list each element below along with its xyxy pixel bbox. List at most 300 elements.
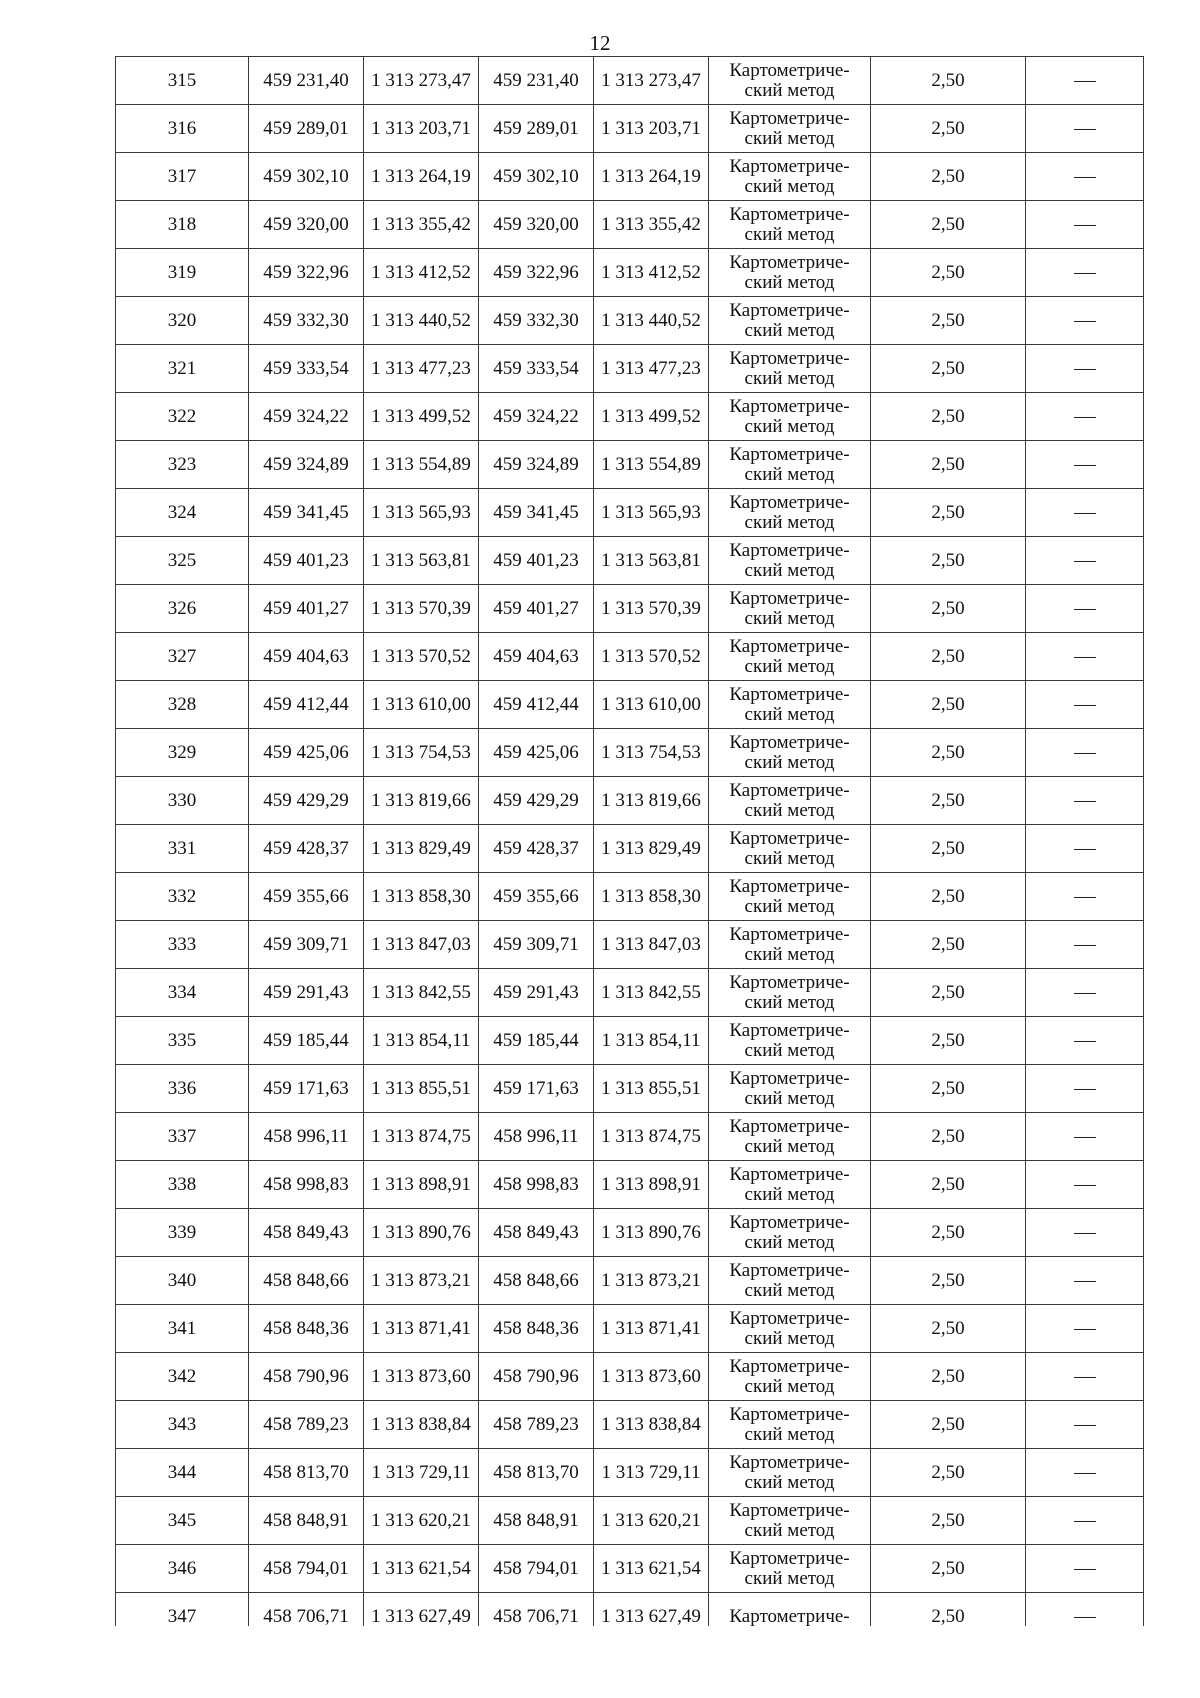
point-number-cell: 336: [116, 1065, 249, 1113]
accuracy-cell: 2,50: [871, 297, 1026, 345]
method-cell: [709, 729, 871, 777]
y-existing-cell: 1 313 565,93: [364, 489, 479, 537]
method-line-1: Картометриче-: [729, 347, 850, 369]
point-number-cell: 338: [116, 1161, 249, 1209]
dash-mark: [1074, 993, 1096, 994]
x-new-cell: 459 332,30: [479, 297, 594, 345]
note-cell: [1026, 345, 1144, 393]
accuracy-cell: 2,50: [871, 249, 1026, 297]
note-cell: [1026, 153, 1144, 201]
point-number-cell: 347: [116, 1593, 249, 1627]
table-row: [116, 921, 1144, 969]
x-existing-cell: 459 171,63: [249, 1065, 364, 1113]
accuracy-cell: 2,50: [871, 441, 1026, 489]
y-existing-cell: 1 313 842,55: [364, 969, 479, 1017]
dash-mark: [1074, 657, 1096, 658]
table-row: [116, 585, 1144, 633]
method-line-2: ский метод: [744, 991, 835, 1013]
point-number-cell: 317: [116, 153, 249, 201]
method-line-1: Картометриче-: [729, 1067, 850, 1089]
x-new-cell: 458 998,83: [479, 1161, 594, 1209]
y-existing-cell: 1 313 874,75: [364, 1113, 479, 1161]
method-line-2: ский метод: [744, 463, 835, 485]
y-new-cell: 1 313 203,71: [594, 105, 709, 153]
y-new-cell: 1 313 627,49: [594, 1593, 709, 1627]
dash-mark: [1074, 1185, 1096, 1186]
dash-mark: [1074, 1473, 1096, 1474]
dash-mark: [1074, 465, 1096, 466]
x-new-cell: 459 289,01: [479, 105, 594, 153]
y-existing-cell: 1 313 355,42: [364, 201, 479, 249]
method-cell: [709, 1449, 871, 1497]
method-line-2: ский метод: [744, 319, 835, 341]
method-line-2: ский метод: [744, 943, 835, 965]
table-row: [116, 1209, 1144, 1257]
dash-mark: [1074, 1377, 1096, 1378]
point-number-cell: 325: [116, 537, 249, 585]
note-cell: [1026, 201, 1144, 249]
method-line-2: ский метод: [744, 1279, 835, 1301]
method-line-2: ский метод: [744, 559, 835, 581]
point-number-cell: 335: [116, 1017, 249, 1065]
y-new-cell: 1 313 554,89: [594, 441, 709, 489]
accuracy-cell: 2,50: [871, 1497, 1026, 1545]
x-existing-cell: 459 429,29: [249, 777, 364, 825]
method-line-1: Картометриче-: [729, 155, 850, 177]
y-existing-cell: 1 313 610,00: [364, 681, 479, 729]
x-existing-cell: 459 428,37: [249, 825, 364, 873]
y-existing-cell: 1 313 563,81: [364, 537, 479, 585]
method-line-1: Картометриче-: [729, 1403, 850, 1425]
y-new-cell: 1 313 620,21: [594, 1497, 709, 1545]
x-existing-cell: 459 404,63: [249, 633, 364, 681]
method-cell: [709, 57, 871, 105]
method-cell: [709, 825, 871, 873]
x-new-cell: 458 848,66: [479, 1257, 594, 1305]
method-cell: [709, 537, 871, 585]
note-cell: [1026, 297, 1144, 345]
dash-mark: [1074, 609, 1096, 610]
accuracy-cell: 2,50: [871, 1065, 1026, 1113]
x-new-cell: 459 401,23: [479, 537, 594, 585]
method-cell: [709, 1257, 871, 1305]
method-line-1: Картометриче-: [729, 875, 850, 897]
y-new-cell: 1 313 874,75: [594, 1113, 709, 1161]
method-cell: [709, 297, 871, 345]
x-new-cell: 458 813,70: [479, 1449, 594, 1497]
point-number-cell: 329: [116, 729, 249, 777]
method-cell: [709, 969, 871, 1017]
point-number-cell: 330: [116, 777, 249, 825]
y-existing-cell: 1 313 412,52: [364, 249, 479, 297]
accuracy-cell: 2,50: [871, 1161, 1026, 1209]
note-cell: [1026, 1209, 1144, 1257]
note-cell: [1026, 729, 1144, 777]
point-number-cell: 326: [116, 585, 249, 633]
y-existing-cell: 1 313 855,51: [364, 1065, 479, 1113]
table-row: [116, 393, 1144, 441]
method-line-2: ский метод: [744, 175, 835, 197]
x-new-cell: 459 355,66: [479, 873, 594, 921]
y-existing-cell: 1 313 754,53: [364, 729, 479, 777]
point-number-cell: 345: [116, 1497, 249, 1545]
dash-mark: [1074, 801, 1096, 802]
dash-mark: [1074, 81, 1096, 82]
point-number-cell: 343: [116, 1401, 249, 1449]
method-cell: [709, 1161, 871, 1209]
accuracy-cell: 2,50: [871, 393, 1026, 441]
accuracy-cell: 2,50: [871, 585, 1026, 633]
method-cell: [709, 153, 871, 201]
x-new-cell: 459 171,63: [479, 1065, 594, 1113]
accuracy-cell: 2,50: [871, 1593, 1026, 1627]
method-line-1: Картометриче-: [729, 59, 850, 81]
table-row: [116, 1113, 1144, 1161]
y-new-cell: 1 313 621,54: [594, 1545, 709, 1593]
accuracy-cell: 2,50: [871, 57, 1026, 105]
accuracy-cell: 2,50: [871, 1305, 1026, 1353]
method-line-1: Картометриче-: [729, 1163, 850, 1185]
method-cell: [709, 1353, 871, 1401]
y-existing-cell: 1 313 898,91: [364, 1161, 479, 1209]
y-new-cell: 1 313 440,52: [594, 297, 709, 345]
point-number-cell: 316: [116, 105, 249, 153]
accuracy-cell: 2,50: [871, 825, 1026, 873]
table-row: [116, 1449, 1144, 1497]
table-row: [116, 681, 1144, 729]
x-existing-cell: 459 309,71: [249, 921, 364, 969]
x-new-cell: 458 794,01: [479, 1545, 594, 1593]
method-cell: [709, 1209, 871, 1257]
x-new-cell: 459 428,37: [479, 825, 594, 873]
method-line-1: Картометриче-: [729, 491, 850, 513]
method-line-1: Картометриче-: [729, 1019, 850, 1041]
table-row: [116, 1017, 1144, 1065]
x-existing-cell: 459 322,96: [249, 249, 364, 297]
method-line-1: Картометриче-: [729, 1307, 850, 1329]
accuracy-cell: 2,50: [871, 489, 1026, 537]
note-cell: [1026, 633, 1144, 681]
table-row: [116, 777, 1144, 825]
y-existing-cell: 1 313 858,30: [364, 873, 479, 921]
table-row: [116, 873, 1144, 921]
dash-mark: [1074, 1233, 1096, 1234]
note-cell: [1026, 873, 1144, 921]
method-line-1: Картометриче-: [729, 1547, 850, 1569]
y-new-cell: 1 313 819,66: [594, 777, 709, 825]
dash-mark: [1074, 1569, 1096, 1570]
x-new-cell: 459 324,22: [479, 393, 594, 441]
y-existing-cell: 1 313 554,89: [364, 441, 479, 489]
method-line-2: ский метод: [744, 1231, 835, 1253]
dash-mark: [1074, 273, 1096, 274]
method-line-2: ский метод: [744, 1135, 835, 1157]
note-cell: [1026, 489, 1144, 537]
point-number-cell: 344: [116, 1449, 249, 1497]
table-row: [116, 633, 1144, 681]
y-existing-cell: 1 313 620,21: [364, 1497, 479, 1545]
x-new-cell: 459 320,00: [479, 201, 594, 249]
y-new-cell: 1 313 858,30: [594, 873, 709, 921]
note-cell: [1026, 1161, 1144, 1209]
y-existing-cell: 1 313 440,52: [364, 297, 479, 345]
x-new-cell: 458 790,96: [479, 1353, 594, 1401]
point-number-cell: 322: [116, 393, 249, 441]
y-existing-cell: 1 313 273,47: [364, 57, 479, 105]
accuracy-cell: 2,50: [871, 921, 1026, 969]
table-row: [116, 537, 1144, 585]
x-existing-cell: 459 333,54: [249, 345, 364, 393]
note-cell: [1026, 1593, 1144, 1627]
dash-mark: [1074, 1281, 1096, 1282]
y-new-cell: 1 313 873,60: [594, 1353, 709, 1401]
method-line-1: Картометриче-: [729, 779, 850, 801]
point-number-cell: 342: [116, 1353, 249, 1401]
accuracy-cell: 2,50: [871, 1113, 1026, 1161]
accuracy-cell: 2,50: [871, 105, 1026, 153]
x-new-cell: 459 185,44: [479, 1017, 594, 1065]
note-cell: [1026, 105, 1144, 153]
accuracy-cell: 2,50: [871, 777, 1026, 825]
note-cell: [1026, 393, 1144, 441]
method-line-1: Картометриче-: [729, 107, 850, 129]
point-number-cell: 337: [116, 1113, 249, 1161]
method-line-1: Картометриче-: [729, 1259, 850, 1281]
method-cell: [709, 1593, 871, 1627]
note-cell: [1026, 969, 1144, 1017]
point-number-cell: 346: [116, 1545, 249, 1593]
point-number-cell: 327: [116, 633, 249, 681]
table-row: [116, 729, 1144, 777]
method-line-2: ский метод: [744, 1471, 835, 1493]
note-cell: [1026, 1545, 1144, 1593]
note-cell: [1026, 1353, 1144, 1401]
method-line-1: Картометриче-: [729, 1211, 850, 1233]
accuracy-cell: 2,50: [871, 633, 1026, 681]
method-line-1: Картометриче-: [729, 539, 850, 561]
method-line-2: ский метод: [744, 1039, 835, 1061]
x-new-cell: 459 425,06: [479, 729, 594, 777]
method-line-1: Картометриче-: [729, 251, 850, 273]
table-row: [116, 57, 1144, 105]
dash-mark: [1074, 369, 1096, 370]
x-new-cell: 458 706,71: [479, 1593, 594, 1627]
table-row: [116, 1545, 1144, 1593]
note-cell: [1026, 1401, 1144, 1449]
accuracy-cell: 2,50: [871, 1401, 1026, 1449]
table-row: [116, 441, 1144, 489]
y-new-cell: 1 313 898,91: [594, 1161, 709, 1209]
note-cell: [1026, 1065, 1144, 1113]
method-line-2: ский метод: [744, 271, 835, 293]
table-body: [116, 57, 1144, 1627]
note-cell: [1026, 1113, 1144, 1161]
accuracy-cell: 2,50: [871, 345, 1026, 393]
note-cell: [1026, 537, 1144, 585]
y-new-cell: 1 313 412,52: [594, 249, 709, 297]
x-existing-cell: 458 790,96: [249, 1353, 364, 1401]
accuracy-cell: 2,50: [871, 681, 1026, 729]
x-existing-cell: 459 231,40: [249, 57, 364, 105]
y-existing-cell: 1 313 871,41: [364, 1305, 479, 1353]
y-new-cell: 1 313 890,76: [594, 1209, 709, 1257]
point-number-cell: 324: [116, 489, 249, 537]
y-new-cell: 1 313 729,11: [594, 1449, 709, 1497]
x-new-cell: 458 848,36: [479, 1305, 594, 1353]
note-cell: [1026, 1257, 1144, 1305]
note-cell: [1026, 1449, 1144, 1497]
method-line-2: ский метод: [744, 1087, 835, 1109]
point-number-cell: 318: [116, 201, 249, 249]
dash-mark: [1074, 849, 1096, 850]
y-existing-cell: 1 313 621,54: [364, 1545, 479, 1593]
y-new-cell: 1 313 355,42: [594, 201, 709, 249]
method-line-1: Картометриче-: [729, 1605, 850, 1626]
dash-mark: [1074, 1425, 1096, 1426]
method-cell: [709, 441, 871, 489]
method-cell: [709, 585, 871, 633]
y-existing-cell: 1 313 838,84: [364, 1401, 479, 1449]
accuracy-cell: 2,50: [871, 1209, 1026, 1257]
table-row: [116, 297, 1144, 345]
method-line-2: ский метод: [744, 1183, 835, 1205]
accuracy-cell: 2,50: [871, 729, 1026, 777]
x-new-cell: 459 302,10: [479, 153, 594, 201]
y-existing-cell: 1 313 264,19: [364, 153, 479, 201]
method-cell: [709, 777, 871, 825]
table-row: [116, 1401, 1144, 1449]
method-cell: [709, 873, 871, 921]
y-new-cell: 1 313 829,49: [594, 825, 709, 873]
point-number-cell: 333: [116, 921, 249, 969]
dash-mark: [1074, 945, 1096, 946]
y-existing-cell: 1 313 477,23: [364, 345, 479, 393]
method-line-1: Картометриче-: [729, 827, 850, 849]
table-row: [116, 1257, 1144, 1305]
dash-mark: [1074, 705, 1096, 706]
x-existing-cell: 459 341,45: [249, 489, 364, 537]
table-row: [116, 1593, 1144, 1627]
x-new-cell: 459 231,40: [479, 57, 594, 105]
method-line-2: ский метод: [744, 415, 835, 437]
accuracy-cell: 2,50: [871, 201, 1026, 249]
y-new-cell: 1 313 610,00: [594, 681, 709, 729]
method-line-2: ский метод: [744, 751, 835, 773]
y-new-cell: 1 313 477,23: [594, 345, 709, 393]
y-new-cell: 1 313 855,51: [594, 1065, 709, 1113]
note-cell: [1026, 681, 1144, 729]
dash-mark: [1074, 1137, 1096, 1138]
x-existing-cell: 459 320,00: [249, 201, 364, 249]
method-line-2: ский метод: [744, 847, 835, 869]
method-line-2: ский метод: [744, 655, 835, 677]
method-line-2: ский метод: [744, 79, 835, 101]
method-line-1: Картометриче-: [729, 683, 850, 705]
table-row: [116, 1305, 1144, 1353]
y-new-cell: 1 313 838,84: [594, 1401, 709, 1449]
accuracy-cell: 2,50: [871, 1017, 1026, 1065]
method-line-2: ский метод: [744, 1327, 835, 1349]
x-existing-cell: 458 998,83: [249, 1161, 364, 1209]
method-line-2: ский метод: [744, 799, 835, 821]
note-cell: [1026, 441, 1144, 489]
point-number-cell: 321: [116, 345, 249, 393]
x-existing-cell: 458 849,43: [249, 1209, 364, 1257]
x-existing-cell: 458 813,70: [249, 1449, 364, 1497]
method-line-1: Картометриче-: [729, 1355, 850, 1377]
y-new-cell: 1 313 847,03: [594, 921, 709, 969]
method-line-2: ский метод: [744, 703, 835, 725]
y-new-cell: 1 313 264,19: [594, 153, 709, 201]
x-existing-cell: 459 401,27: [249, 585, 364, 633]
coordinates-table-container: [115, 56, 1145, 1626]
x-existing-cell: 459 289,01: [249, 105, 364, 153]
accuracy-cell: 2,50: [871, 873, 1026, 921]
y-existing-cell: 1 313 203,71: [364, 105, 479, 153]
accuracy-cell: 2,50: [871, 1545, 1026, 1593]
x-existing-cell: 458 848,66: [249, 1257, 364, 1305]
dash-mark: [1074, 1617, 1096, 1618]
table-row: [116, 1353, 1144, 1401]
note-cell: [1026, 1017, 1144, 1065]
note-cell: [1026, 1497, 1144, 1545]
method-line-1: Картометриче-: [729, 1499, 850, 1521]
method-line-1: Картометриче-: [729, 443, 850, 465]
x-existing-cell: 458 706,71: [249, 1593, 364, 1627]
table-row: [116, 825, 1144, 873]
method-cell: [709, 1401, 871, 1449]
method-line-1: Картометриче-: [729, 395, 850, 417]
dash-mark: [1074, 753, 1096, 754]
x-existing-cell: 458 848,91: [249, 1497, 364, 1545]
method-line-2: ский метод: [744, 127, 835, 149]
dash-mark: [1074, 321, 1096, 322]
x-new-cell: 459 291,43: [479, 969, 594, 1017]
point-number-cell: 334: [116, 969, 249, 1017]
method-line-1: Картометриче-: [729, 1115, 850, 1137]
y-existing-cell: 1 313 854,11: [364, 1017, 479, 1065]
table-row: [116, 489, 1144, 537]
x-new-cell: 459 333,54: [479, 345, 594, 393]
table-row: [116, 1161, 1144, 1209]
x-new-cell: 458 849,43: [479, 1209, 594, 1257]
y-new-cell: 1 313 570,39: [594, 585, 709, 633]
note-cell: [1026, 57, 1144, 105]
method-line-2: ский метод: [744, 223, 835, 245]
dash-mark: [1074, 1041, 1096, 1042]
y-new-cell: 1 313 754,53: [594, 729, 709, 777]
accuracy-cell: 2,50: [871, 1353, 1026, 1401]
method-line-1: Картометриче-: [729, 971, 850, 993]
point-number-cell: 332: [116, 873, 249, 921]
method-line-2: ский метод: [744, 511, 835, 533]
x-existing-cell: 458 794,01: [249, 1545, 364, 1593]
x-new-cell: 459 324,89: [479, 441, 594, 489]
method-cell: [709, 345, 871, 393]
method-cell: [709, 249, 871, 297]
note-cell: [1026, 585, 1144, 633]
y-new-cell: 1 313 563,81: [594, 537, 709, 585]
method-cell: [709, 105, 871, 153]
table-row: [116, 201, 1144, 249]
table-row: [116, 249, 1144, 297]
page-number: 12: [589, 31, 611, 55]
y-new-cell: 1 313 565,93: [594, 489, 709, 537]
method-cell: [709, 1113, 871, 1161]
table-row: [116, 969, 1144, 1017]
note-cell: [1026, 777, 1144, 825]
method-line-1: Картометриче-: [729, 923, 850, 945]
